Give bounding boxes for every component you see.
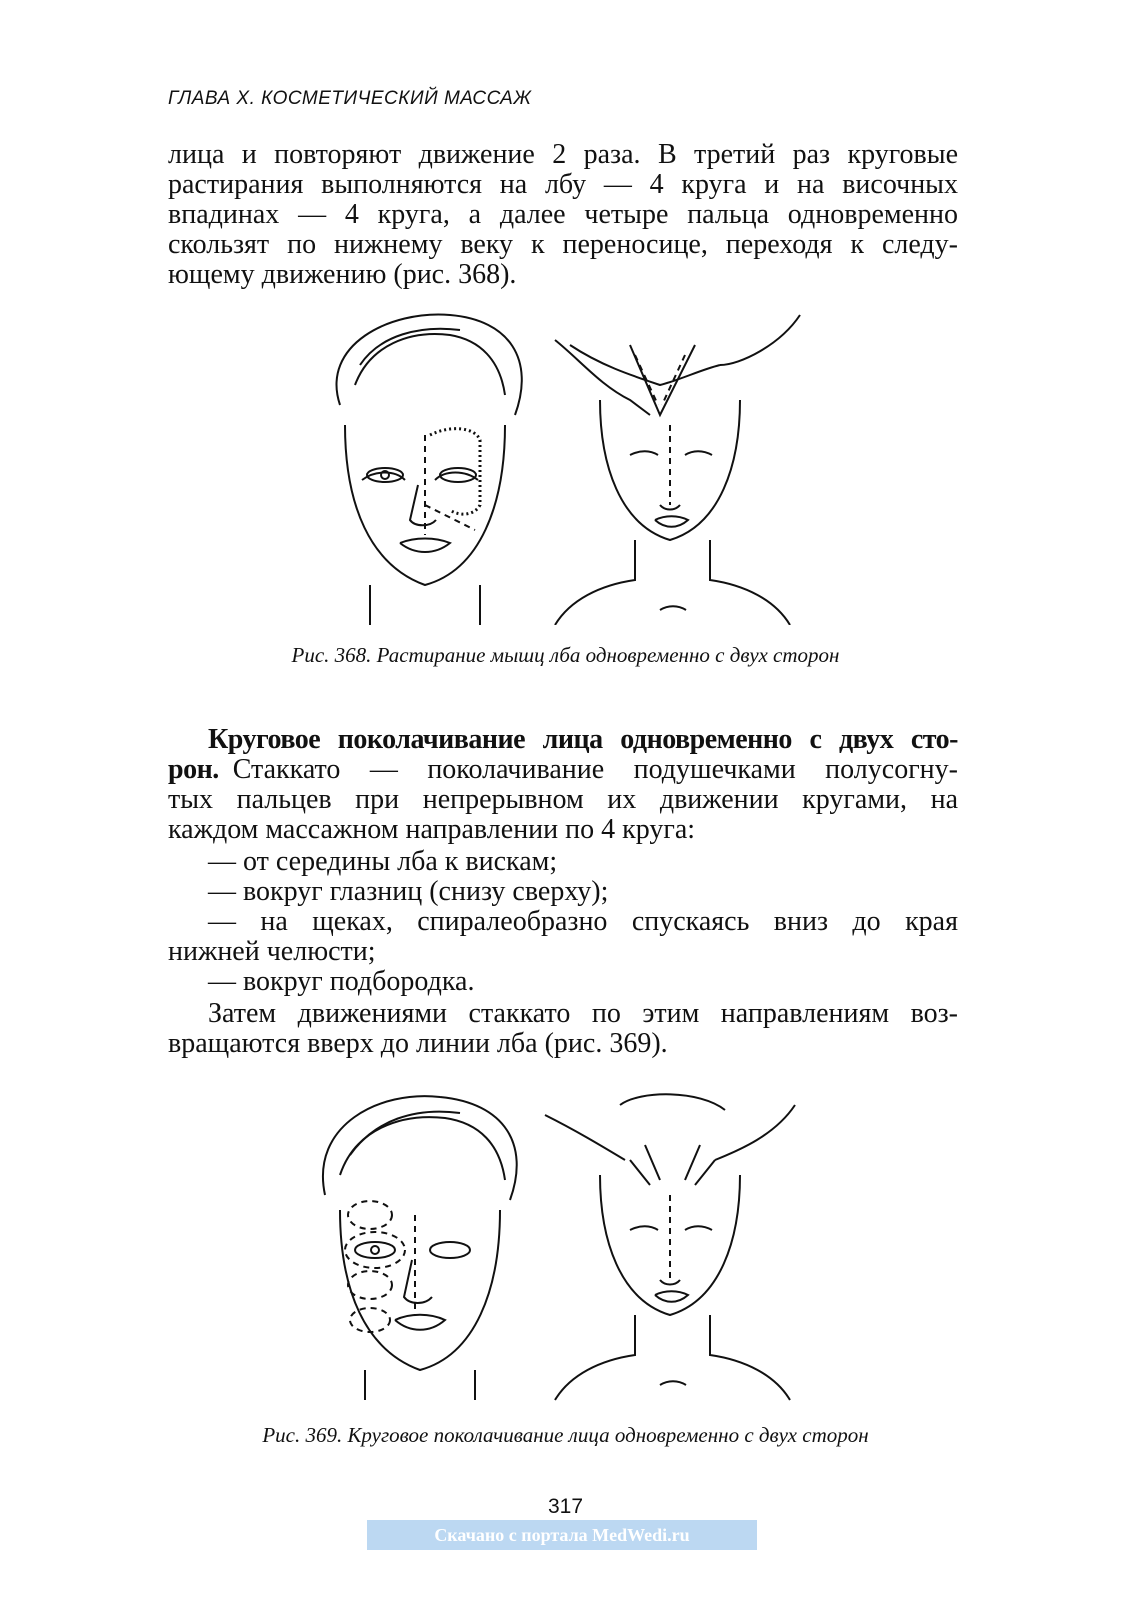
text-line: растирания выполняются на лбу — 4 круга и на височных [168,169,958,200]
text-line: вращаются вверх до линии лба (рис. 369). [168,1028,668,1059]
text-line: скользят по нижнему веку к переносице, переходя к следу- [168,229,958,260]
face-drawing-right [555,315,800,625]
list-item: — вокруг подбородка. [208,966,475,997]
text-line: ющему движению (рис. 368). [168,259,517,290]
text-line: впадинах — 4 круга, а далее четыре пальца одновременно [168,199,958,230]
face-drawing-left [323,1096,517,1400]
download-banner: Скачано с портала MedWedi.ru [367,1520,757,1550]
section-heading-line2: рон. [168,754,219,785]
list-item: — от середины лба к вискам; [208,846,558,877]
text-line: тых пальцев при непрерывном их движении кругами, на [168,784,958,815]
text-line: лица и повторяют движение 2 раза. В третий раз круговые [168,139,958,170]
running-header: ГЛАВА X. КОСМЕТИЧЕСКИЙ МАССАЖ [168,88,532,109]
section-heading-line1: Круговое поколачивание лица одновременно с двух сто- [208,724,958,755]
figure-368-caption: Рис. 368. Растирание мышц лба одновременно с двух сторон [291,643,840,667]
figure-369-caption: Рис. 369. Круговое поколачивание лица одновременно с двух сторон [262,1423,869,1447]
text-line [168,755,958,785]
list-item-continued: нижней челюсти; [168,936,376,967]
face-drawing-left [337,315,522,625]
text-line: Затем движениями стаккато по этим направлениям воз- [208,998,958,1029]
page-number: 317 [547,1495,584,1518]
figure-368-illustration [300,305,820,625]
section-heading [168,725,958,755]
list-item: — вокруг глазниц (снизу сверху); [208,876,609,907]
list-item: — на щеках, спиралеобразно спускаясь вниз до края [208,906,958,937]
face-drawing-right [545,1094,795,1400]
paragraph-section [168,725,958,1059]
text-line: каждом массажном направлении по 4 круга: [168,814,696,845]
figure-369-illustration [300,1085,820,1405]
paragraph-intro [168,140,958,290]
text-line-rest: Стаккато — поколачивание подушечками полусогну- [232,754,958,785]
